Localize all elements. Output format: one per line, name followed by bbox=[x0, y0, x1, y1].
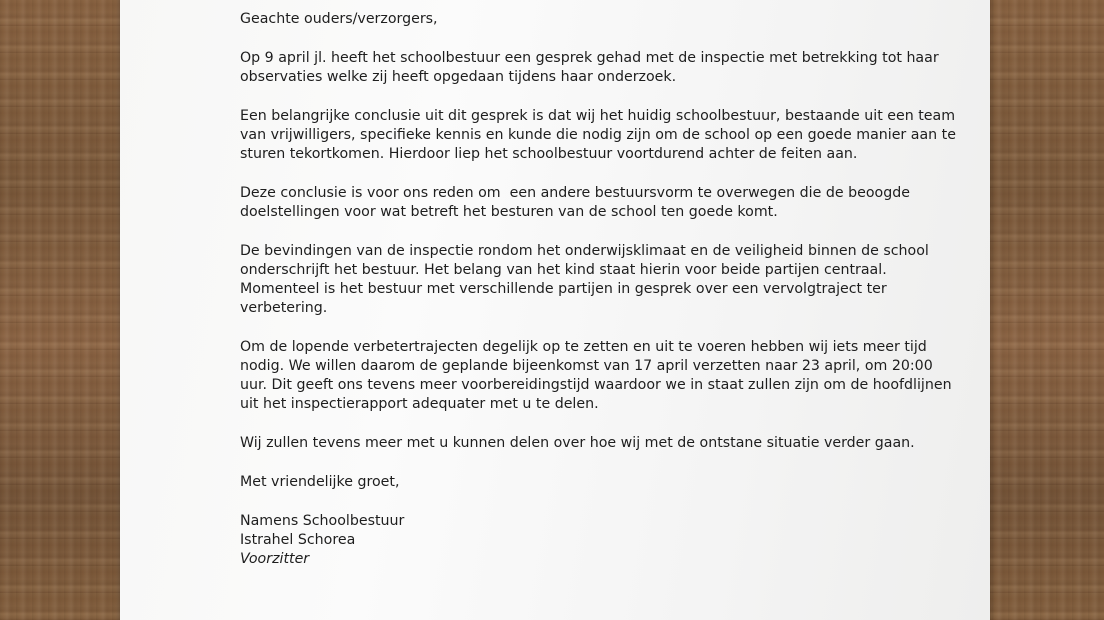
paragraph-line: Om de lopende verbetertrajecten degelijk op te zetten en uit te voeren hebben wij iets meer tijd bbox=[240, 339, 927, 355]
paragraph-6: Wij zullen tevens meer met u kunnen delen over hoe wij met de ontstane situatie verder gaan. bbox=[240, 435, 915, 451]
paragraph-line: sturen tekortkomen. Hierdoor liep het schoolbestuur voortdurend achter de feiten aan. bbox=[240, 146, 858, 162]
paragraph-line: Een belangrijke conclusie uit dit gesprek is dat wij het huidig schoolbestuur, bestaande uit een team bbox=[240, 108, 956, 124]
signature-block bbox=[240, 512, 900, 569]
paragraph-line: De bevindingen van de inspectie rondom het onderwijsklimaat en de veiligheid binnen de school bbox=[240, 243, 929, 259]
paragraph-line: Deze conclusie is voor ons reden om een andere bestuursvorm te overwegen die de beoogde bbox=[240, 185, 910, 201]
paragraph-line: nodig. We willen daarom de geplande bijeenkomst van 17 april verzetten naar 23 april, om 20:00 bbox=[240, 358, 933, 374]
paragraph-1 bbox=[240, 49, 939, 87]
paragraph-2 bbox=[240, 107, 956, 164]
paragraph-line: observaties welke zij heeft opgedaan tijdens haar onderzoek. bbox=[240, 69, 677, 85]
paragraph-line: uit het inspectierapport adequater met u te delen. bbox=[240, 396, 599, 412]
paragraph-line: onderschrijft het bestuur. Het belang van het kind staat hierin voor beide partijen centraal. bbox=[240, 262, 887, 278]
paragraph-line: uur. Dit geeft ons tevens meer voorbereidingstijd waardoor we in staat zullen zijn om de hoofdlijnen bbox=[240, 377, 952, 393]
paragraph-line: verbetering. bbox=[240, 300, 328, 316]
paragraph-4 bbox=[240, 242, 929, 318]
closing: Met vriendelijke groet, bbox=[240, 474, 400, 490]
paragraph-3 bbox=[240, 184, 910, 222]
signature-name: Istrahel Schorea bbox=[240, 532, 356, 548]
signature-on-behalf: Namens Schoolbestuur bbox=[240, 513, 405, 529]
paragraph-line: Momenteel is het bestuur met verschillende partijen in gesprek over een vervolgtraject ter bbox=[240, 281, 887, 297]
salutation: Geachte ouders/verzorgers, bbox=[240, 11, 438, 27]
signature-title: Voorzitter bbox=[240, 551, 310, 567]
paragraph-line: doelstellingen voor wat betreft het besturen van de school ten goede komt. bbox=[240, 204, 778, 220]
paragraph-line: Op 9 april jl. heeft het schoolbestuur een gesprek gehad met de inspectie met betrekking tot haar bbox=[240, 50, 939, 66]
letter-body bbox=[240, 10, 956, 569]
paragraph-line: van vrijwilligers, specifieke kennis en kunde die nodig zijn om de school op een goede manier aan te bbox=[240, 127, 956, 143]
paragraph-5 bbox=[240, 338, 952, 414]
